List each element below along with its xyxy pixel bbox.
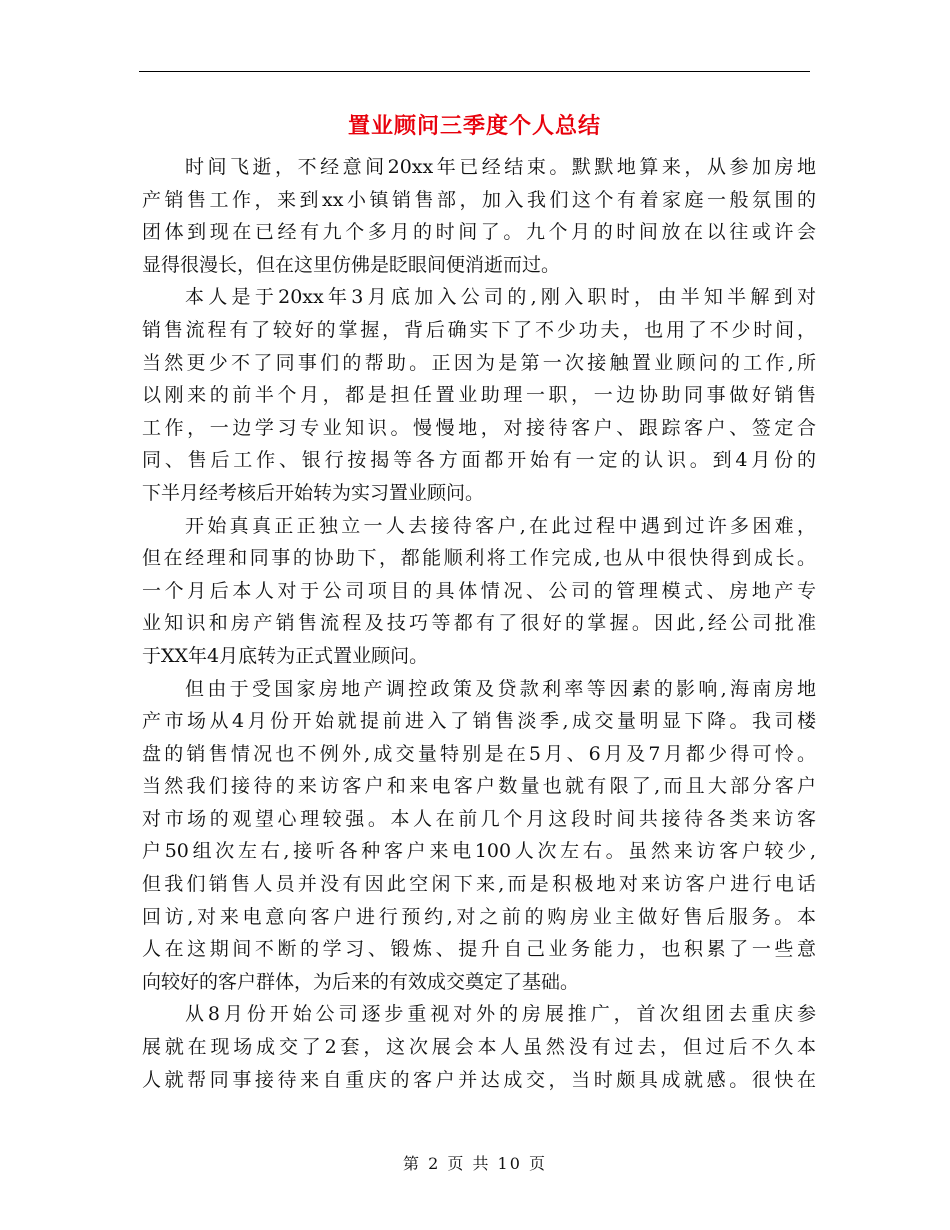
body-line: 盘的销售情况也不例外,成交量特别是在5月、6月及7月都少得可怜。 xyxy=(142,742,816,765)
body-line: 下半月经考核后开始转为实习置业顾问。 xyxy=(142,481,485,504)
body-line: 向较好的客户群体，为后来的有效成交奠定了基础。 xyxy=(142,970,580,993)
body-line: 但我们销售人员并没有因此空闲下来,而是积极地对来访客户进行电话 xyxy=(142,873,816,896)
body-line: 人在这期间不断的学习、锻炼、提升自己业务能力，也积累了一些意 xyxy=(142,938,816,961)
body-line: 显得很漫长，但在这里仿佛是眨眼间便消逝而过。 xyxy=(142,253,561,276)
body-line: 当然我们接待的来访客户和来电客户数量也就有限了,而且大部分客户 xyxy=(142,775,816,798)
page-footer: 第 2 页 共 10 页 xyxy=(403,1154,547,1173)
document-title: 置业顾问三季度个人总结 xyxy=(347,113,601,139)
body-line: 同、售后工作、银行按揭等各方面都开始有一定的认识。到4月份的 xyxy=(142,449,816,472)
body-line: 时间飞逝，不经意间20xx年已经结束。默默地算来，从参加房地 xyxy=(185,156,816,178)
body-line: 当然更少不了同事们的帮助。正因为是第一次接触置业顾问的工作,所 xyxy=(142,351,816,374)
body-line: 团体到现在已经有九个多月的时间了。九个月的时间放在以往或许会 xyxy=(142,221,816,244)
body-line: 但在经理和同事的协助下，都能顺利将工作完成,也从中很快得到成长。 xyxy=(142,547,816,570)
body-line: 展就在现场成交了2套，这次展会本人虽然没有过去，但过后不久本 xyxy=(142,1036,816,1059)
body-line: 销售流程有了较好的掌握，背后确实下了不少功夫，也用了不少时间， xyxy=(142,318,816,341)
body-line: 工作，一边学习专业知识。慢慢地，对接待客户、跟踪客户、签定合 xyxy=(142,416,816,439)
body-line: 产销售工作，来到xx小镇销售部，加入我们这个有着家庭一般氛围的 xyxy=(142,188,816,211)
body-line: 以刚来的前半个月，都是担任置业助理一职，一边协助同事做好销售 xyxy=(142,384,816,407)
body-line: 对市场的观望心理较强。本人在前几个月这段时间共接待各类来访客 xyxy=(142,807,816,830)
body-line: 开始真真正正独立一人去接待客户,在此过程中遇到过许多困难， xyxy=(185,514,816,537)
body-line: 产市场从4月份开始就提前进入了销售淡季,成交量明显下降。我司楼 xyxy=(142,710,816,733)
body-line: 一个月后本人对于公司项目的具体情况、公司的管理模式、房地产专 xyxy=(142,579,816,602)
body-line: 于XX年4月底转为正式置业顾问。 xyxy=(142,644,429,667)
body-line: 从8月份开始公司逐步重视对外的房展推广，首次组团去重庆参 xyxy=(185,1003,816,1026)
body-line: 人就帮同事接待来自重庆的客户并达成交，当时颇具成就感。很快在 xyxy=(142,1068,816,1091)
document-body xyxy=(142,151,816,1096)
body-line: 本人是于20xx年3月底加入公司的,刚入职时，由半知半解到对 xyxy=(185,286,816,309)
body-line: 户50组次左右,接听各种客户来电100人次左右。虽然来访客户较少, xyxy=(142,840,816,863)
body-line: 但由于受国家房地产调控政策及贷款利率等因素的影响,海南房地 xyxy=(185,677,816,700)
body-line: 回访,对来电意向客户进行预约,对之前的购房业主做好售后服务。本 xyxy=(142,905,816,928)
body-line: 业知识和房产销售流程及技巧等都有了很好的掌握。因此,经公司批准 xyxy=(142,612,816,635)
header-rule xyxy=(139,71,810,72)
